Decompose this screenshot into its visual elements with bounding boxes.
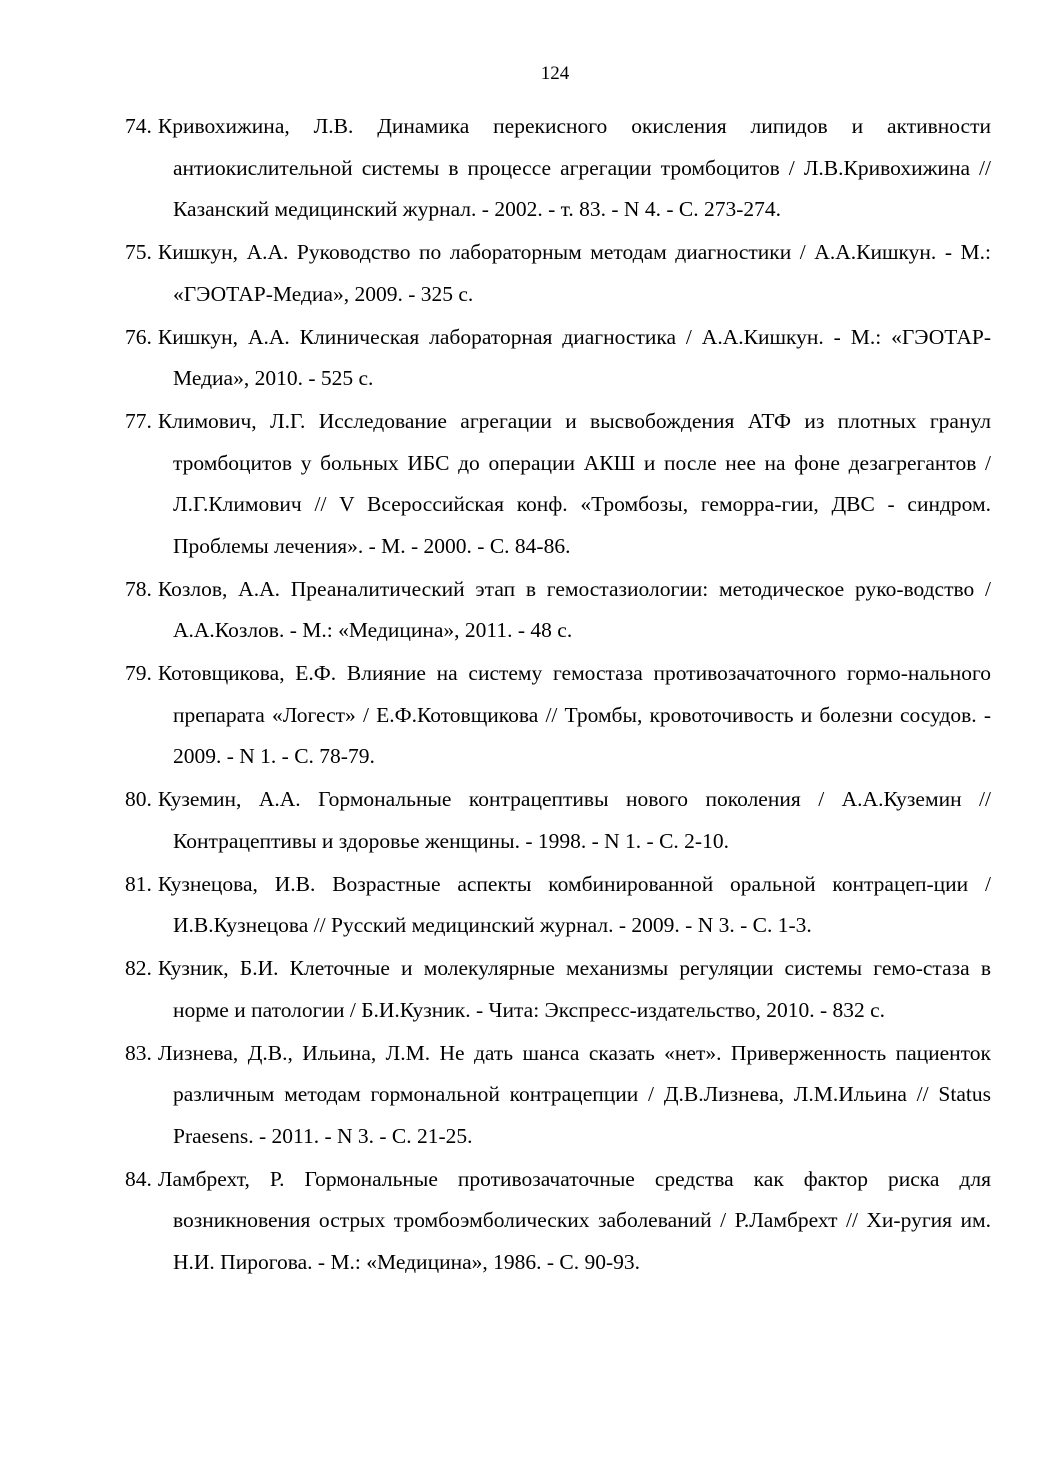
reference-text: Кишкун, А.А. Клиническая лабораторная диагностика / А.А.Кишкун. - М.: «ГЭОТАР-Медиа», 2010. - 525 с. xyxy=(157,324,991,390)
reference-number: 79. xyxy=(125,661,152,685)
reference-number: 75. xyxy=(125,240,152,264)
reference-number: 84. xyxy=(125,1166,152,1191)
reference-number: 80. xyxy=(125,787,152,811)
reference-text: Кривохижина, Л.В. Динамика перекисного окисления липидов и активности антиокислительной системы в процессе агрегации тромбоцитов / Л.В.Кривохижина // Казанский медицинский журнал. - 2002. - т. 83. - N 4. - С. 273-274. xyxy=(157,114,991,221)
reference-item xyxy=(125,401,991,567)
reference-number: 81. xyxy=(125,871,152,896)
page-number: 124 xyxy=(540,63,570,84)
reference-number: 76. xyxy=(125,324,152,349)
reference-text: Кузнецова, И.В. Возрастные аспекты комбинированной оральной контрацеп-ции / И.В.Кузнецова // Русский медицинский журнал. - 2009. - N 3. - С. 1-3. xyxy=(157,871,991,937)
reference-number: 82. xyxy=(125,956,152,980)
reference-list xyxy=(125,106,991,1285)
reference-item xyxy=(125,864,991,947)
reference-item xyxy=(125,1159,991,1284)
reference-item xyxy=(125,569,991,652)
reference-item xyxy=(125,948,991,1031)
reference-number: 74. xyxy=(125,114,152,138)
reference-item xyxy=(125,779,991,862)
reference-text: Ламбрехт, Р. Гормональные противозачаточные средства как фактор риска для возникновения острых тромбоэмболических заболеваний / Р.Ламбрехт // Хи-ругия им. Н.И. Пирогова. - М.: «Медицина», 1986. - С. 90-93. xyxy=(157,1166,991,1274)
reference-item xyxy=(125,317,991,400)
reference-text: Климович, Л.Г. Исследование агрегации и высвобождения АТФ из плотных гранул тромбоцитов у больных ИБС до операции АКШ и после нее на фоне дезагрегантов / Л.Г.Климович // V Всероссийская конф. «Тромбозы, геморра-гии, ДВС - синдром. Проблемы лечения». - М. - 2000. - С. 84-86. xyxy=(157,409,991,558)
reference-text: Кишкун, А.А. Руководство по лабораторным методам диагностики / А.А.Кишкун. - М.: «ГЭОТАР-Медиа», 2009. - 325 с. xyxy=(157,240,991,306)
reference-item xyxy=(125,106,991,231)
reference-text: Кузник, Б.И. Клеточные и молекулярные механизмы регуляции системы гемо-стаза в норме и патологии / Б.И.Кузник. - Чита: Экспресс-издательство, 2010. - 832 с. xyxy=(157,956,991,1022)
reference-text: Козлов, А.А. Преаналитический этап в гемостазиологии: методическое руко-водство / А.А.Козлов. - М.: «Медицина», 2011. - 48 с. xyxy=(157,576,991,642)
reference-item xyxy=(125,1033,991,1158)
reference-item xyxy=(125,232,991,315)
reference-item xyxy=(125,653,991,778)
reference-number: 83. xyxy=(125,1040,152,1065)
reference-text: Котовщикова, Е.Ф. Влияние на систему гемостаза противозачаточного гормо-нального препарата «Логест» / Е.Ф.Котовщикова // Тромбы, кровоточивость и болезни сосудов. - 2009. - N 1. - С. 78-79. xyxy=(157,661,991,768)
reference-number: 78. xyxy=(125,576,152,601)
reference-number: 77. xyxy=(125,409,152,433)
reference-text: Лизнева, Д.В., Ильина, Л.М. Не дать шанса сказать «нет». Приверженность пациенток различным методам гормональной контрацепции / Д.В.Лизнева, Л.М.Ильина // Status Praesens. - 2011. - N 3. - С. 21-25. xyxy=(157,1040,991,1148)
reference-text: Куземин, А.А. Гормональные контрацептивы нового поколения / А.А.Куземин // Контрацептивы и здоровье женщины. - 1998. - N 1. - С. 2-10. xyxy=(157,787,991,853)
